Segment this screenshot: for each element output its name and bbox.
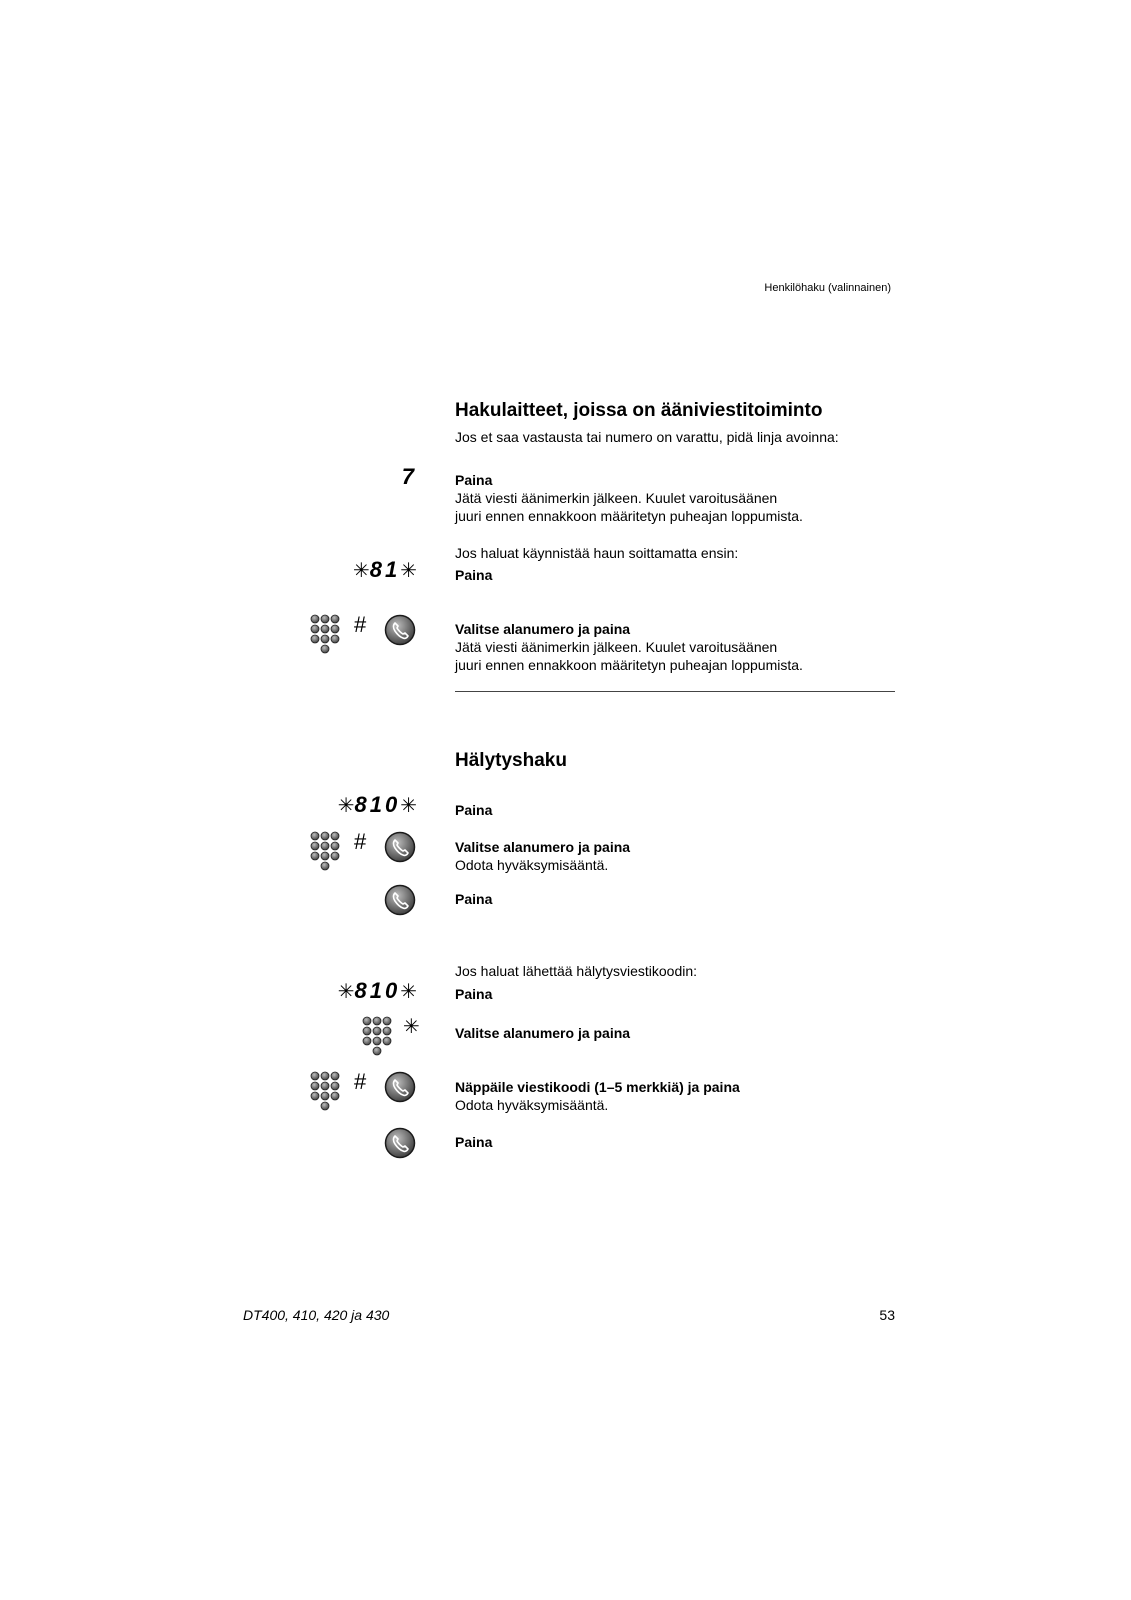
phone-handset-icon (384, 614, 416, 646)
step-instruction (455, 471, 905, 525)
section-divider (455, 691, 895, 692)
hash-key-icon: # (354, 829, 367, 854)
code-digits: 810 (354, 978, 401, 1003)
phone-handset-icon (384, 1071, 416, 1103)
key-code-star-810-star (338, 978, 417, 1005)
code-digits: 81 (369, 557, 401, 582)
star-key-icon: ✳ (352, 560, 370, 582)
key-code-star-810-star (338, 792, 417, 819)
step-instruction (455, 1078, 905, 1114)
step-action: Paina (455, 891, 493, 907)
step-action: Paina (455, 1134, 493, 1150)
step-action: Näppäile viestikoodi (1–5 merkkiä) ja paina (455, 1079, 740, 1095)
keypad-icon (310, 831, 340, 873)
key-code-7: 7 (401, 464, 417, 489)
step-action: Paina (455, 567, 493, 583)
step-desc-line: Jätä viesti äänimerkin jälkeen. Kuulet varoitusäänen (455, 490, 778, 506)
step-instruction (455, 620, 905, 674)
keypad-icon (310, 614, 340, 656)
step-action: Paina (455, 986, 493, 1002)
step-action: Valitse alanumero ja paina (455, 1025, 631, 1041)
step-instruction (455, 838, 905, 874)
step-action: Paina (455, 802, 493, 818)
note-text: Jos haluat lähettää hälytysviestikoodin: (455, 963, 698, 979)
star-key-icon: ✳ (337, 981, 355, 1003)
star-key-icon: ✳ (400, 560, 417, 582)
phone-handset-icon (384, 884, 416, 916)
star-key-icon: ✳ (403, 1016, 420, 1038)
phone-handset-icon (384, 1127, 416, 1159)
step-action: Valitse alanumero ja paina (455, 621, 631, 637)
footer-model: DT400, 410, 420 ja 430 (243, 1307, 390, 1323)
section-intro: Jos et saa vastausta tai numero on varattu, pidä linja avoinna: (455, 429, 839, 445)
hash-key-icon: # (354, 1069, 367, 1094)
section-title-alarm-paging: Hälytyshaku (455, 750, 567, 771)
step-desc-line: juuri ennen ennakkoon määritetyn puheajan loppumista. (455, 657, 803, 673)
star-key-icon: ✳ (400, 981, 417, 1003)
hash-key-icon: # (354, 612, 367, 637)
step-desc-line: juuri ennen ennakkoon määritetyn puheajan loppumista. (455, 508, 803, 524)
running-header: Henkilöhaku (valinnainen) (764, 282, 891, 294)
section-title-voice-pagers: Hakulaitteet, joissa on ääniviestitoiminto (455, 400, 823, 421)
step-action: Paina (455, 472, 493, 488)
step-desc-line: Jätä viesti äänimerkin jälkeen. Kuulet varoitusäänen (455, 639, 778, 655)
note-text: Jos haluat käynnistää haun soittamatta ensin: (455, 545, 739, 561)
code-digits: 810 (354, 792, 401, 817)
phone-handset-icon (384, 831, 416, 863)
keypad-icon (310, 1071, 340, 1113)
keypad-icon (362, 1016, 392, 1058)
step-desc-line: Odota hyväksymisääntä. (455, 857, 609, 873)
key-code-star-81-star (353, 557, 417, 584)
step-action: Valitse alanumero ja paina (455, 839, 631, 855)
star-key-icon: ✳ (337, 795, 355, 817)
page-number: 53 (879, 1307, 895, 1323)
step-desc-line: Odota hyväksymisääntä. (455, 1097, 609, 1113)
star-key-icon: ✳ (400, 795, 417, 817)
